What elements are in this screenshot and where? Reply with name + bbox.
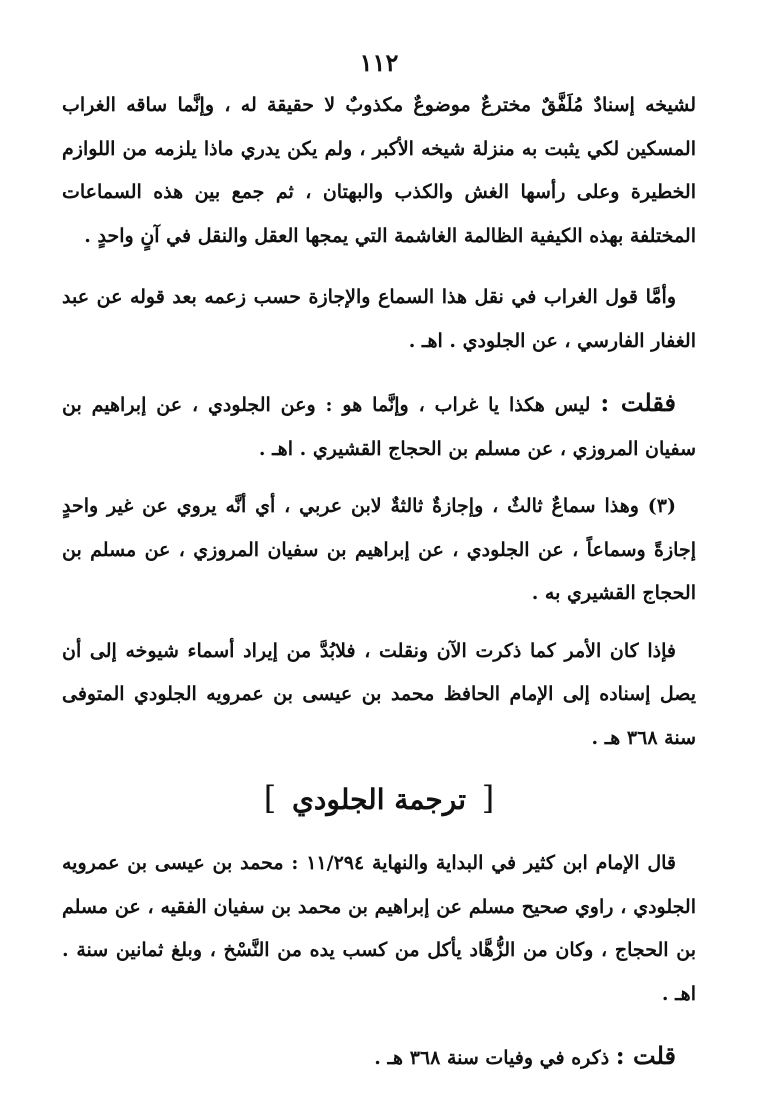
heading-title: ترجمة الجلودي <box>291 783 466 816</box>
paragraph-note-text: ذكره في وفيات سنة ٣٦٨ هـ . <box>374 1047 610 1069</box>
qult-label: فقلت : <box>600 388 676 417</box>
paragraph-third-sama: (٣) وهذا سماعٌ ثالثٌ ، وإجازةٌ ثالثةٌ لابن عربي ، أي أنَّه يروي عن غير واحدٍ إجازةً وسماعاً ، عن الجلودي ، عن إبراهيم بن سفيان المروزي ، عن مسلم بن الحجاج القشيري به . <box>62 495 696 604</box>
paragraph-note <box>62 1034 696 1081</box>
paragraph-ghurab-claim: وأمَّا قول الغراب في نقل هذا السماع والإجازة حسب زعمه بعد قوله عن عبد الغفار الفارسي ، عن الجلودي . اهـ . <box>62 286 696 352</box>
qult-label-2: قلت : <box>615 1041 676 1070</box>
paragraph-response-text: ليس هكذا يا غراب ، وإنَّما هو : وعن الجلودي ، عن إبراهيم بن سفيان المروزي ، عن مسلم بن الحجاج القشيري . اهـ . <box>62 394 696 460</box>
page-number: ١١٢ <box>359 48 399 77</box>
paragraph-ibn-kathir-quote: قال الإمام ابن كثير في البداية والنهاية ١١/٢٩٤ : محمد بن عيسى بن عمرويه الجلودي ، راوي صحيح مسلم عن إبراهيم بن محمد بن سفيان الفقيه ، عن مسلم بن الحجاج ، وكان من الزُّهَّاد يأكل من كسب يده من النَّسْخ ، وبلغ ثمانين سنة . اهـ . <box>62 852 696 1005</box>
heading-open-bracket: [ <box>481 779 495 817</box>
heading-close-bracket: ] <box>263 779 277 817</box>
paragraph-chain-requirement: فإذا كان الأمر كما ذكرت الآن ونقلت ، فلابُدَّ من إيراد أسماء شيوخه إلى أن يصل إسناده إلى الإمام الحافظ محمد بن عيسى بن عمرويه الجلودي المتوفى سنة ٣٦٨ هـ . <box>62 639 696 749</box>
paragraph-fabricated-isnad: لشيخه إسنادٌ مُلَفَّقٌ مخترعٌ موضوعٌ مكذوبٌ لا حقيقة له ، وإنَّما ساقه الغراب المسكين لكي يثبت به منزلة شيخه الأكبر ، ولم يكن يدري ماذا يلزمه من اللوازم الخطيرة وعلى رأسها الغش والكذب والبهتان ، ثم جمع بين هذه السماعات المختلفة بهذه الكيفية الظالمة الغاشمة التي يمجها العقل والنقل في آنٍ واحدٍ . <box>62 94 696 247</box>
paragraph-response <box>62 381 696 471</box>
section-heading <box>62 778 696 820</box>
